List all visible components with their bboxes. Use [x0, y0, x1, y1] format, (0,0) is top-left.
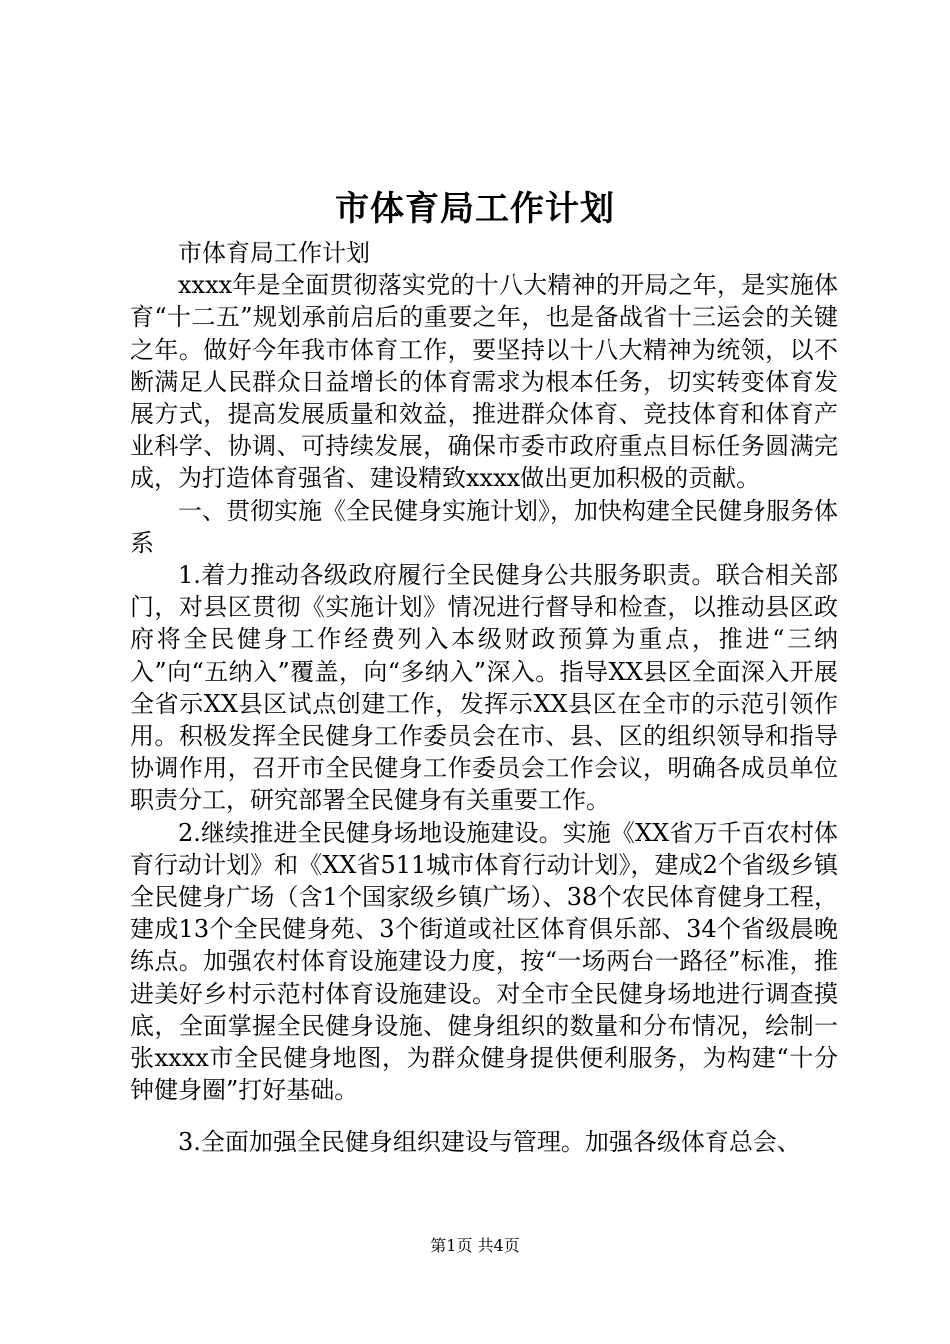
- document-body: [130, 237, 838, 1106]
- paragraph-item-3: 3.全面加强全民健身组织建设与管理。加强各级体育总会、: [178, 1128, 801, 1156]
- subtitle-line: 市体育局工作计划: [178, 239, 370, 267]
- paragraph-item-2: 2.继续推进全民健身场地设施建设。实施《XX省万千百农村体育行动计划》和《XX省511城市体育行动计划》，建成2个省级乡镇全民健身广场（含1个国家级乡镇广场）、38个农民体育健身工程，建成13个全民健身苑、3个街道或社区体育俱乐部、34个省级晨晚练点。加强农村体育设施建设力度，按“一场两台一路径”标准，推进美好乡村示范村体育设施建设。对全市全民健身场地进行调查摸底，全面掌握全民健身设施、健身组织的数量和分布情况，绘制一张xxxx市全民健身地图，为群众健身提供便利服务，为构建“十分钟健身圈”打好基础。: [130, 818, 838, 1105]
- document-body-continued: [130, 1126, 838, 1158]
- paragraph-item-1: 1.着力推动各级政府履行全民健身公共服务职责。联合相关部门，对县区贯彻《实施计划》情况进行督导和检查，以推动县区政府将全民健身工作经费列入本级财政预算为重点，推进“三纳入”向“五纳入”覆盖，向“多纳入”深入。指导XX县区全面深入开展全省示XX县区试点创建工作，发挥示XX县区在全市的示范引领作用。积极发挥全民健身工作委员会在市、县、区的组织领导和指导协调作用，召开市全民健身工作委员会工作会议，明确各成员单位职责分工，研究部署全民健身有关重要工作。: [130, 561, 838, 815]
- page-number-footer: 第1页 共4页: [430, 1236, 520, 1255]
- paragraph-intro: xxxx年是全面贯彻落实党的十八大精神的开局之年，是实施体育“十二五”规划承前启后的重要之年，也是备战省十三运会的关键之年。做好今年我市体育工作，要坚持以十八大精神为统领，以不断满足人民群众日益增长的体育需求为根本任务，切实转变体育发展方式，提高发展质量和效益，推进群众体育、竞技体育和体育产业科学、协调、可持续发展，确保市委市政府重点目标任务圆满完成，为打造体育强省、建设精致xxxx做出更加积极的贡献。: [130, 271, 838, 493]
- document-title: 市体育局工作计划: [335, 189, 615, 229]
- section-heading-1: 一、贯彻实施《全民健身实施计划》，加快构建全民健身服务体系: [130, 496, 838, 557]
